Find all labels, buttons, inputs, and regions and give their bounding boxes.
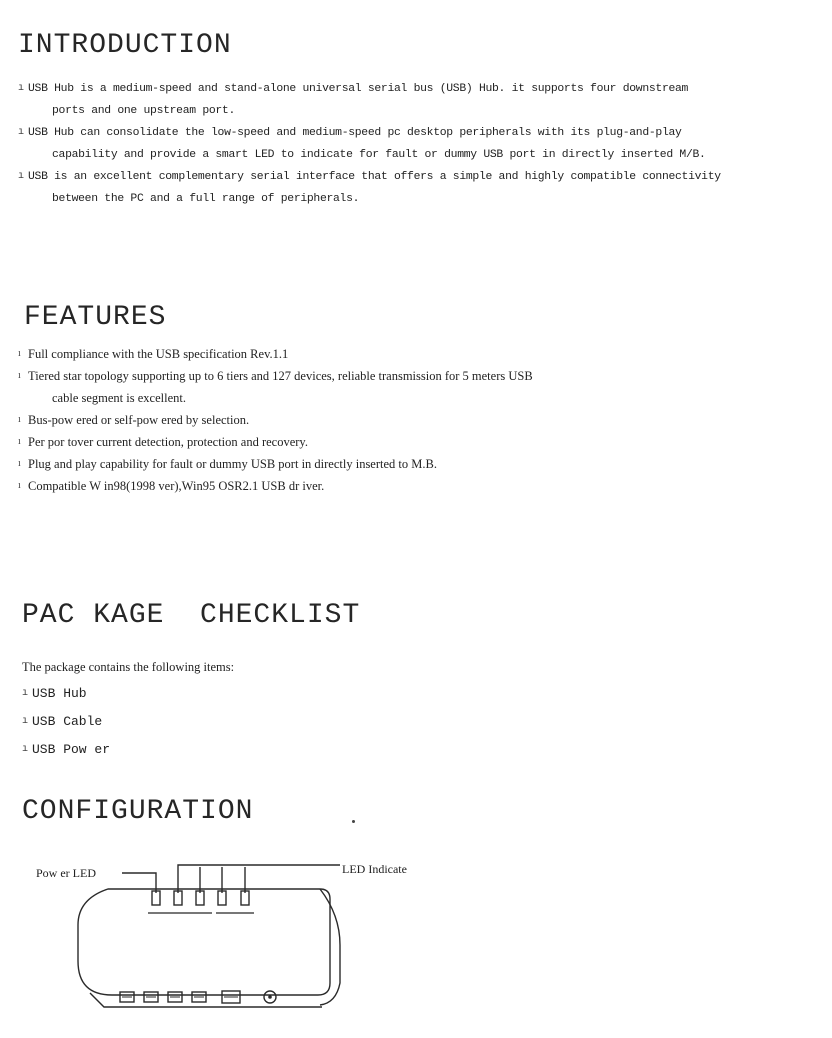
introduction-item-line1: USB Hub is a medium-speed and stand-alone universal serial bus (USB) Hub. it supports four downstream (28, 83, 689, 95)
stray-dot (352, 820, 355, 823)
power-jack-pin (268, 995, 272, 999)
introduction-heading: INTRODUCTION (18, 30, 232, 61)
introduction-item-line1: USB is an excellent complementary serial interface that offers a simple and highly compatible connectivity (28, 171, 721, 183)
package-intro: The package contains the following items: (22, 660, 235, 674)
feature-item (18, 475, 533, 497)
led-window (218, 891, 226, 905)
package-item: ı USB Hub (22, 680, 110, 708)
led-marking-strip (216, 912, 254, 914)
feature-item (18, 365, 533, 409)
led-window (174, 891, 182, 905)
feature-item-line1: Compatible W in98(1998 ver),Win95 OSR2.1 USB dr iver. (28, 479, 325, 493)
introduction-item (18, 122, 721, 166)
feature-item (18, 343, 533, 365)
power-led-window (152, 891, 160, 905)
introduction-item-line2: capability and provide a smart LED to indicate for fault or dummy USB port in directly inserted M/B. (52, 149, 706, 161)
feature-item (18, 453, 533, 475)
package-checklist-heading: PAC KAGE CHECKLIST (22, 600, 361, 631)
feature-item-line1: Bus-pow ered or self-pow ered by selection. (28, 413, 250, 427)
feature-item-line1: Tiered star topology supporting up to 6 tiers and 127 devices, reliable transmission for 5 meters USB (28, 369, 533, 383)
feature-item (18, 431, 533, 453)
usb-hub-diagram (30, 855, 450, 1025)
introduction-item-line1: USB Hub can consolidate the low-speed and medium-speed pc desktop peripherals with its plug-and-play (28, 127, 682, 139)
feature-item-line1: Plug and play capability for fault or dummy USB port in directly inserted to M.B. (28, 457, 437, 471)
introduction-item (18, 166, 721, 210)
introduction-list (18, 78, 721, 210)
features-heading: FEATURES (24, 302, 167, 333)
introduction-item-line2: between the PC and a full range of peripherals. (52, 193, 360, 205)
feature-item-line1: Full compliance with the USB specification Rev.1.1 (28, 347, 289, 361)
introduction-item (18, 78, 721, 122)
power-led-leader (122, 873, 156, 893)
led-marking-strip (148, 912, 212, 914)
led-window (241, 891, 249, 905)
package-item: ı USB Pow er (22, 736, 110, 764)
package-list (22, 680, 110, 764)
configuration-heading: CONFIGURATION (22, 796, 254, 827)
package-item: ı USB Cable (22, 708, 110, 736)
introduction-item-line2: ports and one upstream port. (52, 105, 235, 117)
led-indicate-label: LED Indicate (342, 862, 407, 876)
feature-item-line1: Per por tover current detection, protection and recovery. (28, 435, 308, 449)
features-list (18, 343, 533, 497)
led-window (196, 891, 204, 905)
power-led-label: Pow er LED (36, 866, 96, 880)
feature-item-line2: cable segment is excellent. (52, 391, 186, 405)
feature-item (18, 409, 533, 431)
